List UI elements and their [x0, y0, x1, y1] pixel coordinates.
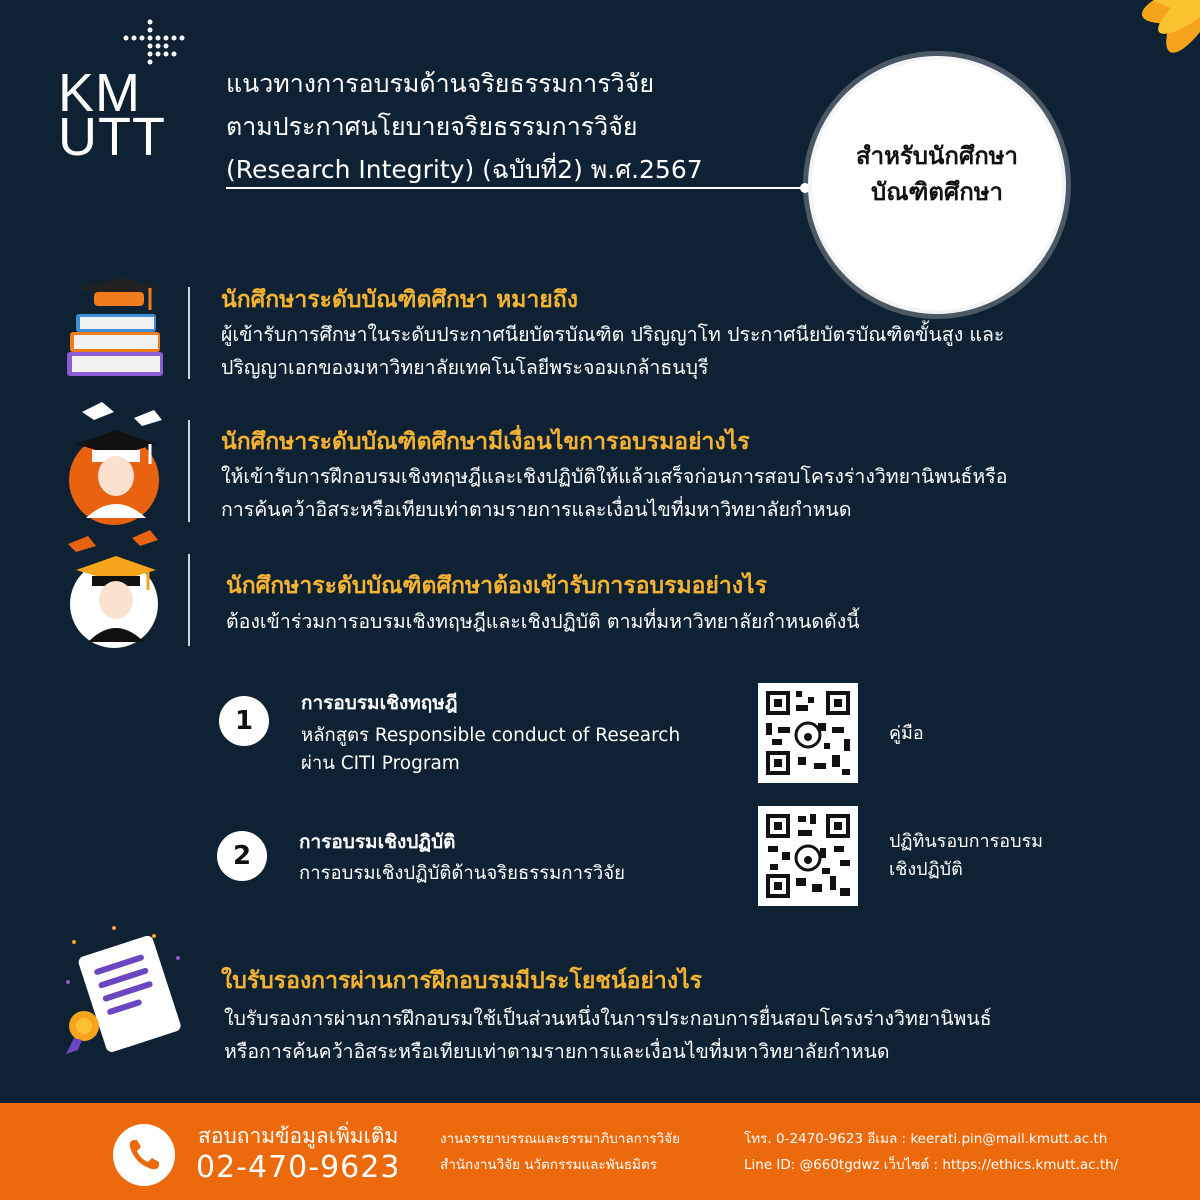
- section-title: นักศึกษาระดับบัณฑิตศึกษามีเงื่อนไขการอบรมอย่างไร: [221, 429, 750, 455]
- badge-line: สำหรับนักศึกษา: [855, 142, 1019, 170]
- title-line: ตามประกาศนโยบายจริยธรรมการวิจัย: [226, 112, 638, 141]
- section-body-line: ผู้เข้ารับการศึกษาในระดับประกาศนียบัตรบัณฑิต ปริญญาโท ประกาศนียบัตรบัณฑิตขั้นสูง และ: [221, 323, 1005, 346]
- audience-badge-text: [812, 138, 1062, 210]
- section-title: นักศึกษาระดับบัณฑิตศึกษาต้องเข้ารับการอบรมอย่างไร: [226, 573, 767, 599]
- badge-line: บัณฑิตศึกษา: [870, 178, 1004, 206]
- books-graduation-cap-icon: [64, 276, 168, 380]
- logo-line-1: KM: [58, 63, 141, 123]
- header-divider: [226, 187, 804, 189]
- step-body-line: การอบรมเชิงปฏิบัติด้านจริยธรรมการวิจัย: [299, 863, 625, 884]
- step-body: [301, 722, 680, 778]
- qr-code-icon[interactable]: [758, 683, 858, 783]
- step-title: การอบรมเชิงทฤษฎี: [301, 692, 458, 714]
- section-divider: [188, 554, 190, 646]
- step-body-line: ผ่าน CITI Program: [301, 753, 460, 774]
- footer-heading: สอบถามข้อมูลเพิ่มเติม: [198, 1124, 399, 1148]
- graduate-avatar-icon: [62, 524, 172, 652]
- step-body-line: หลักสูตร Responsible conduct of Research: [301, 725, 681, 746]
- step-number: 2: [217, 831, 267, 881]
- page-title: [226, 62, 786, 191]
- contact-line[interactable]: โทร. 0-2470-9623 อีเมล : keerati.pin@mail.kmutt.ac.th: [744, 1131, 1108, 1147]
- kmutt-logo: [58, 18, 188, 168]
- qr-label-line: คู่มือ: [889, 723, 924, 744]
- certificate-body: [224, 1002, 992, 1068]
- section-body-line: การค้นคว้าอิสระหรือเทียบเท่าตามรายการและเงื่อนไขที่มหาวิทยาลัยกำหนด: [221, 498, 852, 521]
- section-body: [226, 605, 860, 638]
- footer-contacts: [744, 1126, 1118, 1178]
- qr-label-line: ปฏิทินรอบการอบรม: [889, 831, 1044, 852]
- certificate-title: ใบรับรองการผ่านการฝึกอบรมมีประโยชน์อย่างไร: [221, 968, 703, 994]
- qr-code-icon[interactable]: [758, 806, 858, 906]
- section-body: [221, 318, 1004, 384]
- section-divider: [188, 420, 190, 522]
- step-number: 1: [219, 696, 269, 746]
- header-divider-dot: [800, 183, 810, 193]
- certificate-body-line: ใบรับรองการผ่านการฝึกอบรมใช้เป็นส่วนหนึ่งในการประกอบการยื่นสอบโครงร่างวิทยานิพนธ์: [224, 1007, 992, 1030]
- section-body-line: ให้เข้ารับการฝึกอบรมเชิงทฤษฎีและเชิงปฏิบัติให้แล้วเสร็จก่อนการสอบโครงร่างวิทยานิพนธ์หรือ: [221, 465, 1008, 488]
- phone-icon[interactable]: [113, 1124, 175, 1186]
- qr-label: [889, 720, 924, 748]
- qr-label-line: เชิงปฏิบัติ: [889, 859, 963, 880]
- step-title: การอบรมเชิงปฏิบัติ: [299, 831, 456, 853]
- step-body: [299, 860, 625, 888]
- title-line: แนวทางการอบรมด้านจริยธรรมการวิจัย: [226, 69, 654, 98]
- title-line: (Research Integrity) (ฉบับที่2) พ.ศ.2567: [226, 155, 703, 184]
- section-divider: [188, 287, 190, 379]
- footer-organization: [440, 1126, 680, 1178]
- graduate-avatar-icon: [62, 398, 172, 526]
- qr-label: [889, 828, 1043, 884]
- section-body-line: ต้องเข้าร่วมการอบรมเชิงทฤษฎีและเชิงปฏิบัติ ตามที่มหาวิทยาลัยกำหนดดังนี้: [226, 610, 860, 633]
- logo-line-2: UTT: [58, 107, 166, 167]
- section-body-line: ปริญญาเอกของมหาวิทยาลัยเทคโนโลยีพระจอมเกล้าธนบุรี: [221, 356, 709, 379]
- contact-line[interactable]: Line ID: @660tgdwz เว็บไซต์ : https://ethics.kmutt.ac.th/: [744, 1157, 1119, 1173]
- certificate-body-line: หรือการค้นคว้าอิสระหรือเทียบเท่าตามรายการและเงื่อนไขที่มหาวิทยาลัยกำหนด: [224, 1040, 890, 1063]
- org-line: สำนักงานวิจัย นวัตกรรมและพันธมิตร: [440, 1157, 657, 1173]
- section-body: [221, 460, 1007, 526]
- certificate-icon: [54, 922, 194, 1062]
- footer-phone-number[interactable]: 02-470-9623: [196, 1150, 401, 1185]
- sunflower-decoration-icon: [1070, 0, 1200, 120]
- org-line: งานจรรยาบรรณและธรรมาภิบาลการวิจัย: [440, 1131, 681, 1147]
- section-title: นักศึกษาระดับบัณฑิตศึกษา หมายถึง: [221, 287, 578, 313]
